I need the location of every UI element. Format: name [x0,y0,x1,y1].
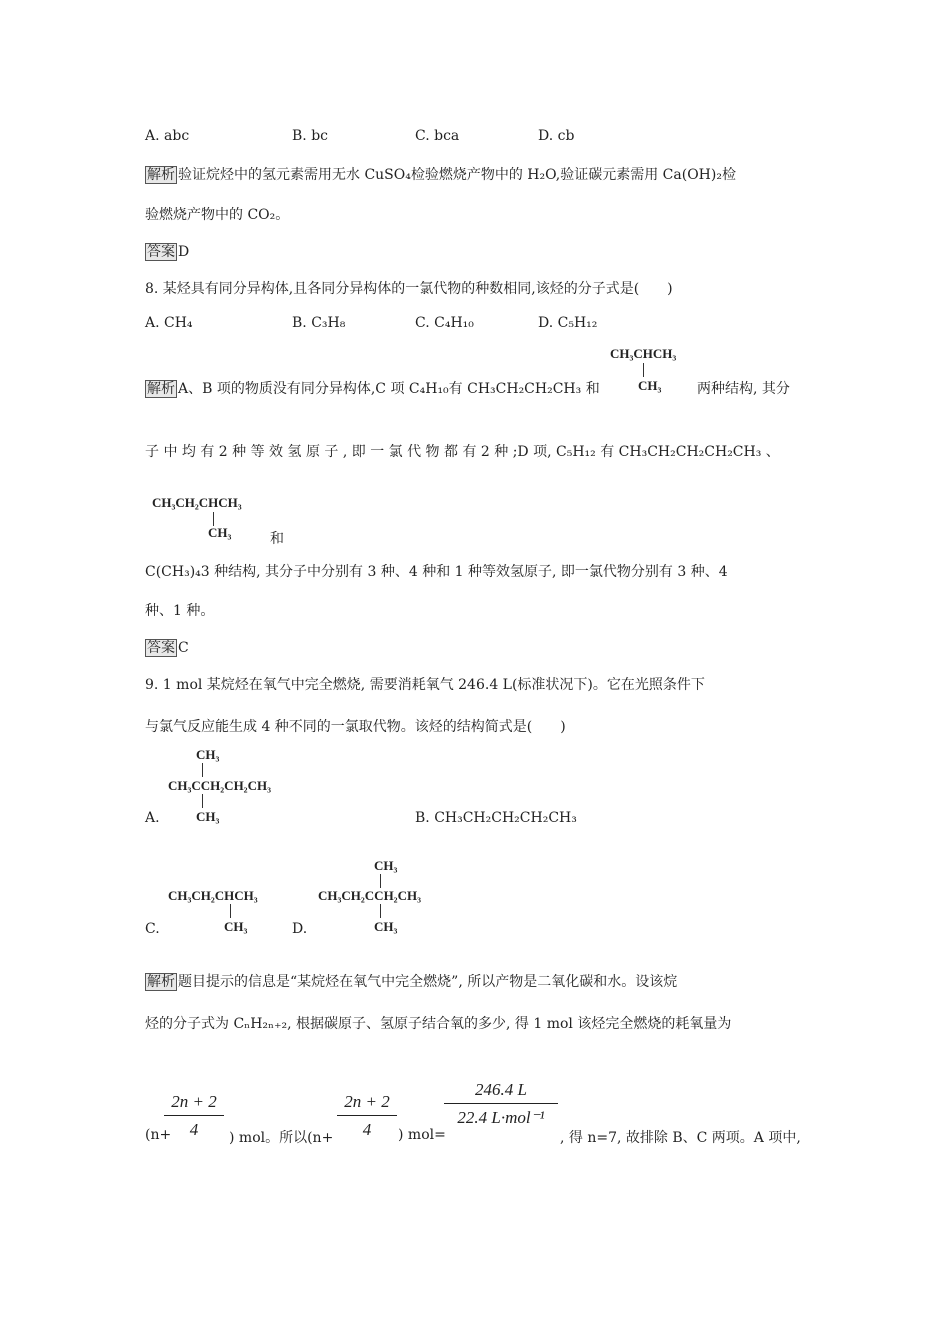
answer-tag: 答案 [147,640,175,656]
analysis-tag: 解析 [147,381,175,397]
q9-d-main-chain: CH₃CH₂CCH₂CH₃ [318,888,421,903]
isopentane-main-chain: CH₃CH₂CHCH₃ [152,495,242,510]
q8-question: 8. 某烃具有同分异构体,且各同分异构体的一氯代物的种数相同,该烃的分子式是( ) [145,281,673,297]
q8-analysis [145,378,600,398]
q9-option-c-label: C. [145,921,160,937]
isobutane-bond [643,363,644,377]
q9-c-branch: CH₃ [224,919,248,934]
fraction-1-denominator: 4 [189,1120,199,1139]
q7-analysis-line1: 验证烷烃中的氢元素需用无水 CuSO₄检验燃烧产物中的 H₂O,验证碳元素需用 Ca(OH)₂检 [178,167,736,183]
q9-d-bond-bottom [380,904,381,918]
q9-analysis [145,971,677,991]
q7-option-c: C. bca [415,128,460,144]
q9-analysis-line2: 烃的分子式为 CₙH₂ₙ₊₂, 根据碳原子、氢原子结合氧的多少, 得 1 mol 该烃完全燃烧的耗氧量为 [145,1016,732,1032]
q9-c-bond [230,904,231,918]
isopentane-branch: CH₃ [208,525,232,540]
q7-option-b: B. bc [292,128,328,144]
q7-answer-value: D [178,244,190,260]
fraction-2 [337,1092,397,1140]
q9-c-main-chain: CH₃CH₂CHCH₃ [168,888,258,903]
fraction-1-numerator: 2n + 2 [171,1092,217,1111]
q7-analysis [145,164,736,184]
q9-option-a-label: A. [145,810,160,826]
q8-option-c: C. C₄H₁₀ [415,315,474,331]
q9-d-bond-top [380,874,381,888]
formula-part2: ) mol。所以(n+ [229,1130,334,1146]
q9-a-bottom-methyl: CH₃ [196,809,220,824]
analysis-tag: 解析 [147,167,175,183]
q7-analysis-line2: 验燃烧产物中的 CO₂。 [145,207,290,223]
q9-option-d-label: D. [292,921,308,937]
formula-part4: , 得 n=7, 故排除 B、C 两项。A 项中, [560,1130,801,1146]
isobutane-main-chain: CH₃CHCH₃ [610,346,677,361]
formula-part1: (n+ [145,1127,172,1143]
q7-option-a: A. abc [145,128,190,144]
fraction-2-denominator: 4 [362,1120,372,1139]
q9-option-b: B. CH₃CH₂CH₂CH₂CH₃ [415,810,577,826]
analysis-tag: 解析 [147,974,175,990]
q8-option-d: D. C₅H₁₂ [538,315,598,331]
and-word: 和 [270,531,284,547]
q8-option-b: B. C₃H₈ [292,315,346,331]
q9-a-top-methyl: CH₃ [196,747,220,762]
isobutane-branch: CH₃ [638,378,662,393]
fraction-3 [444,1080,558,1128]
q9-a-main-chain: CH₃CCH₂CH₂CH₃ [168,778,271,793]
q8-analysis-line1b: 两种结构, 其分 [697,381,790,397]
q8-analysis-line1a: A、B 项的物质没有同分异构体,C 项 C₄H₁₀有 CH₃CH₂CH₂CH₃ 和 [178,381,600,397]
q8-answer [145,637,189,657]
q8-answer-value: C [178,640,189,656]
q8-analysis-line3: C(CH₃)₄3 种结构, 其分子中分别有 3 种、4 种和 1 种等效氢原子, 即一氯代物分别有 3 种、4 [145,564,728,580]
q9-a-bond-bottom [202,794,203,808]
q7-option-d: D. cb [538,128,575,144]
isopentane-bond [213,512,214,526]
q9-a-bond-top [202,763,203,777]
fraction-3-denominator: 22.4 L·mol⁻¹ [457,1108,545,1127]
q9-question-line1: 9. 1 mol 某烷烃在氧气中完全燃烧, 需要消耗氧气 246.4 L(标准状况下)。它在光照条件下 [145,677,705,693]
q9-analysis-line1: 题目提示的信息是“某烷烃在氧气中完全燃烧”, 所以产物是二氧化碳和水。设该烷 [178,974,678,990]
fraction-1 [164,1092,224,1140]
q7-answer [145,241,189,261]
q9-question-line2: 与氯气反应能生成 4 种不同的一氯取代物。该烃的结构简式是( ) [145,719,566,735]
q8-analysis-line2: 子 中 均 有 2 种 等 效 氢 原 子 , 即 一 氯 代 物 都 有 2 种 ;D 项, C₅H₁₂ 有 CH₃CH₂CH₂CH₂CH₃ 、 [145,444,780,460]
answer-tag: 答案 [147,244,175,260]
fraction-3-numerator: 246.4 L [475,1080,527,1099]
q8-analysis-line4: 种、1 种。 [145,603,215,619]
q9-d-bottom-methyl: CH₃ [374,919,398,934]
q9-d-top-methyl: CH₃ [374,858,398,873]
fraction-2-numerator: 2n + 2 [344,1092,390,1111]
q8-option-a: A. CH₄ [145,315,193,331]
formula-part3: ) mol= [398,1127,446,1143]
